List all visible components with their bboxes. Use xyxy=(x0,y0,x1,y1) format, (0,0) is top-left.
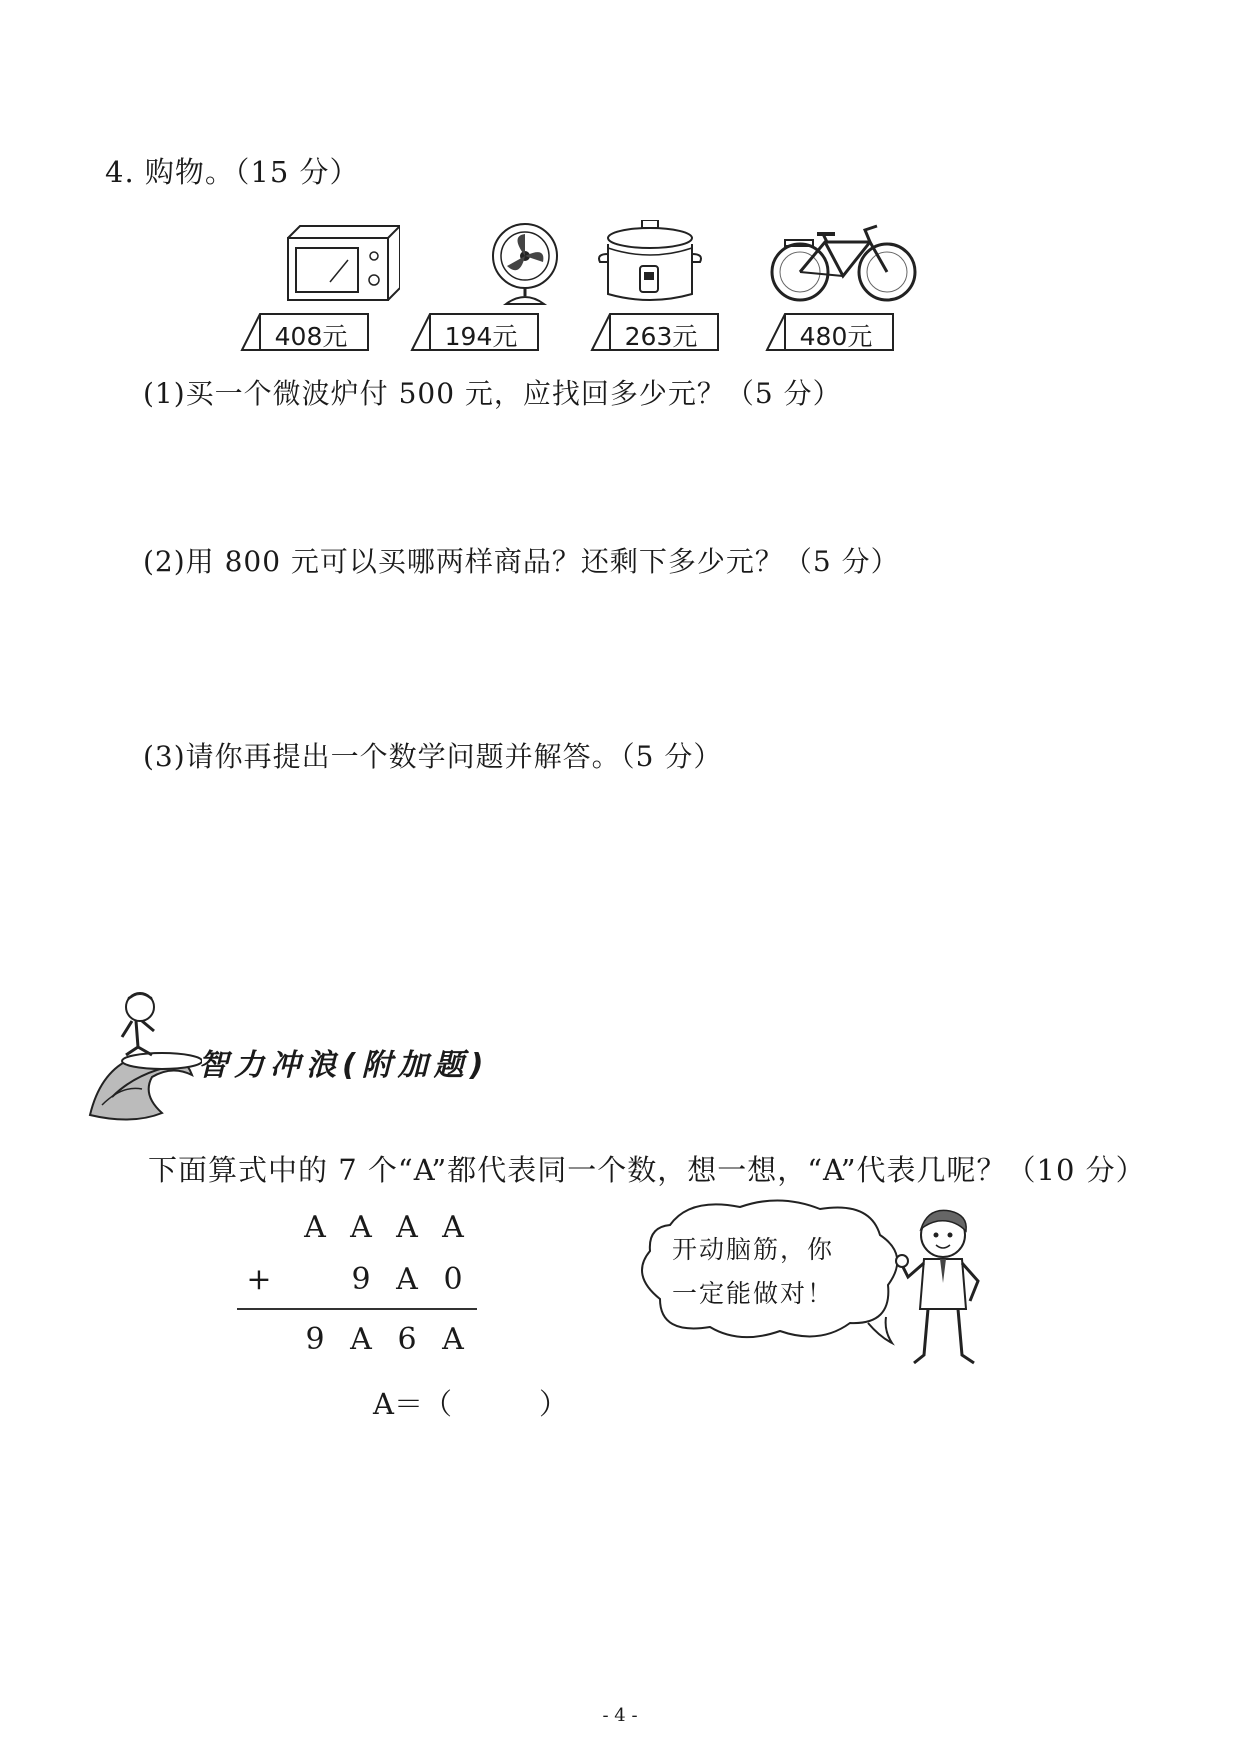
digit: A xyxy=(350,1210,372,1245)
digit: 6 xyxy=(397,1322,417,1357)
sum-line xyxy=(237,1308,477,1310)
bubble-line-1: 开动脑筋，你 xyxy=(672,1235,835,1264)
microwave-icon xyxy=(240,220,400,310)
bonus-section-title: 智力冲浪(附加题) xyxy=(198,1048,490,1083)
question-4-title: 4. 购物。（15 分） xyxy=(105,155,360,189)
item-microwave xyxy=(240,220,400,351)
answer-blank[interactable]: A＝（ ） xyxy=(373,1387,568,1421)
item-price: 480元 xyxy=(799,322,873,351)
item-fan xyxy=(410,220,570,351)
addend-row-2 xyxy=(235,1262,495,1302)
boy-icon xyxy=(888,1205,998,1375)
item-bicycle xyxy=(765,220,925,351)
sub-question-2: (2)用 800 元可以买哪两样商品？还剩下多少元？（5 分） xyxy=(143,545,900,578)
digit: A xyxy=(396,1262,418,1297)
item-price: 263元 xyxy=(624,322,698,351)
surfer-icon xyxy=(82,985,202,1125)
bicycle-icon xyxy=(765,220,925,310)
digit: A xyxy=(396,1210,418,1245)
sum-row xyxy=(235,1322,495,1362)
digit: A xyxy=(304,1210,326,1245)
addend-row-1 xyxy=(235,1210,495,1250)
page-number: - 4 - xyxy=(602,1705,638,1726)
bubble-text xyxy=(672,1228,862,1316)
rice-cooker-icon xyxy=(590,220,750,310)
item-price: 194元 xyxy=(444,322,518,351)
fan-icon xyxy=(410,220,570,310)
item-rice-cooker xyxy=(590,220,750,351)
sub-question-3: (3)请你再提出一个数学问题并解答。（5 分） xyxy=(143,740,723,773)
item-price: 408元 xyxy=(274,322,348,351)
plus-sign: + xyxy=(246,1262,272,1297)
digit: 0 xyxy=(443,1262,463,1297)
digit: A xyxy=(350,1322,372,1357)
vertical-addition xyxy=(235,1210,495,1370)
digit: A xyxy=(442,1210,464,1245)
bubble-line-2: 一定能做对！ xyxy=(672,1279,835,1308)
digit: 9 xyxy=(305,1322,325,1357)
digit: 9 xyxy=(351,1262,371,1297)
digit: A xyxy=(442,1322,464,1357)
bonus-question: 下面算式中的 7 个“A”都代表同一个数，想一想，“A”代表几呢？（10 分） xyxy=(148,1153,1146,1187)
sub-question-1: (1)买一个微波炉付 500 元，应找回多少元？（5 分） xyxy=(143,377,842,410)
